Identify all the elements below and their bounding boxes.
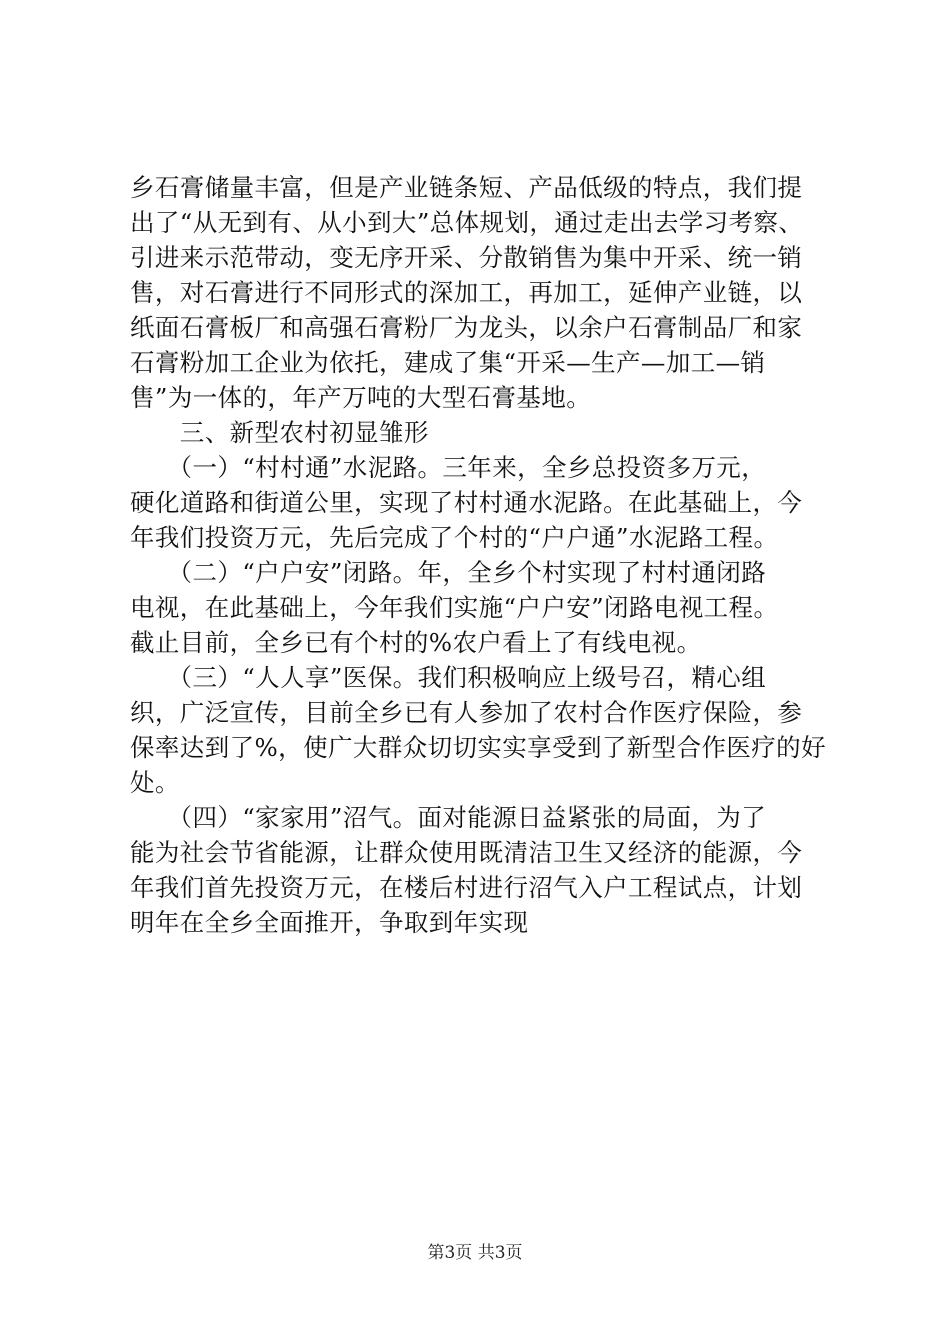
text-line-7: 售”为一体的，年产万吨的大型石膏基地。 [130,383,592,412]
text-line-21: 年我们首先投资万元，在楼后村进行沼气入户工程试点，计划 [130,873,803,902]
body-text [130,170,830,940]
text-line-10: 硬化道路和街道公里，实现了村村通水泥路。在此基础上，今 [130,488,803,517]
text-line-13: 电视，在此基础上，今年我们实施“户户安”闭路电视工程。 [130,593,779,622]
text-line-2: 出了“从无到有、从小到大”总体规划，通过走出去学习考察、 [130,208,804,237]
text-line-3: 引进来示范带动，变无序开采、分散销售为集中开采、统一销 [130,243,803,272]
page-number-label: 第3页 共3页 [427,1243,523,1263]
text-line-9: （一）“村村通”水泥路。三年来，全乡总投资多万元， [130,453,767,482]
text-line-18: 处。 [130,768,180,797]
text-line-1: 乡石膏储量丰富，但是产业链条短、产品低级的特点，我们提 [130,173,803,202]
text-line-20: 能为社会节省能源，让群众使用既清洁卫生又经济的能源，今 [130,838,803,867]
text-line-22: 明年在全乡全面推开，争取到年实现 [130,908,529,937]
text-line-12: （二）“户户安”闭路。年，全乡个村实现了村村通闭路 [130,558,767,587]
section-heading: 三、新型农村初显雏形 [130,418,429,447]
text-line-16: 织，广泛宣传，目前全乡已有人参加了农村合作医疗保险，参 [130,698,803,727]
text-line-5: 纸面石膏板厂和高强石膏粉厂为龙头，以余户石膏制品厂和家 [130,313,803,342]
text-line-6: 石膏粉加工企业为依托，建成了集“开采—生产—加工—销 [130,348,766,377]
text-line-14: 截止目前，全乡已有个村的%农户看上了有线电视。 [130,628,702,657]
text-line-11: 年我们投资万元，先后完成了个村的“户户通”水泥路工程。 [130,523,779,552]
text-line-19: （四）“家家用”沼气。面对能源日益紧张的局面，为了 [130,803,767,832]
text-line-17: 保率达到了%，使广大群众切切实实享受到了新型合作医疗的好 [130,733,826,762]
text-line-15: （三）“人人享”医保。我们积极响应上级号召，精心组 [130,663,767,692]
text-line-4: 售，对石膏进行不同形式的深加工，再加工，延伸产业链，以 [130,278,803,307]
page-footer [0,1241,950,1265]
